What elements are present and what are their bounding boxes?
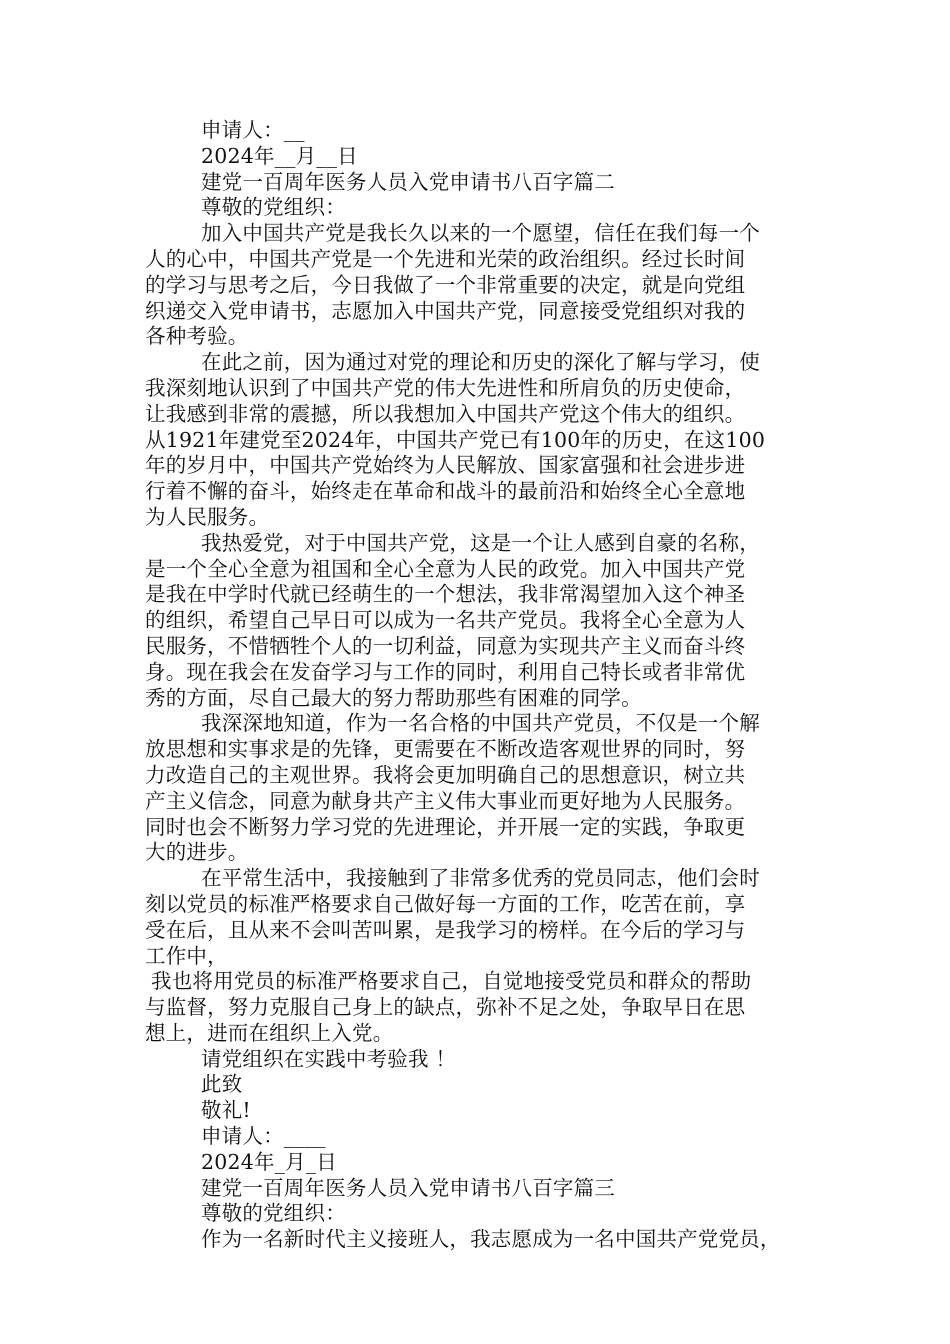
text-line: 加入中国共产党是我长久以来的一个愿望，信任在我们每一个 bbox=[201, 221, 760, 246]
text-line: 在平常生活中，我接触到了非常多优秀的党员同志，他们会时 bbox=[201, 866, 760, 891]
text-line: 力改造自己的主观世界。我将会更加明确自己的思想意识，树立共 bbox=[145, 762, 746, 787]
text-line: 是一个全心全意为祖国和全心全意为人民的政党。加入中国共产党 bbox=[145, 556, 746, 581]
text-line: 申请人：__ bbox=[201, 118, 305, 142]
text-line: 工作中， bbox=[145, 943, 228, 968]
document-body bbox=[145, 118, 817, 1253]
text-line: 是我在中学时代就已经萌生的一个想法，我非常渴望加入这个神圣 bbox=[145, 582, 746, 607]
text-line: 作为一名新时代主义接班人，我志愿成为一名中国共产党党员， bbox=[201, 1227, 781, 1252]
text-line: 在此之前，因为通过对党的理论和历史的深化了解与学习，使 bbox=[201, 350, 760, 375]
text-line: 年的岁月中，中国共产党始终为人民解放、国家富强和社会进步进 bbox=[145, 453, 746, 478]
text-line: 秀的方面，尽自己最大的努力帮助那些有困难的同学。 bbox=[145, 685, 642, 710]
text-line: 大的进步。 bbox=[145, 840, 249, 865]
text-line: 想上，进而在组织上入党。 bbox=[145, 1020, 394, 1045]
text-line: 此致 bbox=[201, 1072, 243, 1097]
text-line: 民服务，不惜牺牲个人的一切利益，同意为实现共产主义而奋斗终 bbox=[145, 633, 746, 658]
text-line: 建党一百周年医务人员入党申请书八百字篇二 bbox=[201, 169, 615, 194]
text-line: 申请人：____ bbox=[201, 1124, 326, 1149]
text-line: 受在后，且从来不会叫苦叫累，是我学习的榜样。在今后的学习与 bbox=[145, 917, 746, 942]
text-line: 的组织，希望自己早日可以成为一名共产党员。我将全心全意为人 bbox=[145, 608, 746, 633]
text-line: 与监督，努力克服自己身上的缺点，弥补不足之处，争取早日在思 bbox=[145, 995, 746, 1020]
text-line: 放思想和实事求是的先锋，更需要在不断改造客观世界的同时，努 bbox=[145, 737, 746, 762]
text-line: 行着不懈的奋斗，始终走在革命和战斗的最前沿和始终全心全意地 bbox=[145, 479, 746, 504]
text-line: 2024年_月_日 bbox=[201, 1149, 337, 1174]
text-line: 请党组织在实践中考验我 ！ bbox=[201, 1046, 457, 1071]
text-line: 的学习与思考之后，今日我做了一个非常重要的决定，就是向党组 bbox=[145, 272, 746, 297]
text-line: 我深深地知道，作为一名合格的中国共产党员，不仅是一个解 bbox=[201, 711, 760, 736]
text-line: 敬礼! bbox=[201, 1098, 251, 1123]
text-line: 为人民服务。 bbox=[145, 504, 270, 529]
text-line: 身。现在我会在发奋学习与工作的同时，利用自己特长或者非常优 bbox=[145, 659, 746, 684]
text-line: 人的心中，中国共产党是一个先进和光荣的政治组织。经过长时间 bbox=[145, 246, 746, 271]
text-line: 建党一百周年医务人员入党申请书八百字篇三 bbox=[201, 1175, 615, 1200]
text-line: 我深刻地认识到了中国共产党的伟大先进性和所肩负的历史使命， bbox=[145, 375, 746, 400]
text-line: 我热爱党，对于中国共产党，这是一个让人感到自豪的名称， bbox=[201, 530, 760, 555]
text-line: 我也将用党员的标准严格要求自己，自觉地接受党员和群众的帮助 bbox=[151, 969, 752, 994]
text-line: 尊敬的党组织： bbox=[201, 195, 346, 220]
text-line: 织递交入党申请书，志愿加入中国共产党，同意接受党组织对我的 bbox=[145, 298, 746, 323]
text-line: 从1921年建党至2024年，中国共产党已有100年的历史，在这100 bbox=[145, 427, 766, 452]
text-line: 让我感到非常的震撼，所以我想加入中国共产党这个伟大的组织。 bbox=[145, 401, 746, 426]
text-line: 尊敬的党组织： bbox=[201, 1201, 346, 1226]
text-line: 2024年__月__日 bbox=[201, 143, 358, 168]
text-line: 产主义信念，同意为献身共产主义伟大事业而更好地为人民服务。 bbox=[145, 788, 746, 813]
text-line: 刻以党员的标准严格要求自己做好每一方面的工作，吃苦在前，享 bbox=[145, 891, 746, 916]
text-line: 同时也会不断努力学习党的先进理论，并开展一定的实践，争取更 bbox=[145, 814, 746, 839]
text-line: 各种考验。 bbox=[145, 324, 249, 349]
